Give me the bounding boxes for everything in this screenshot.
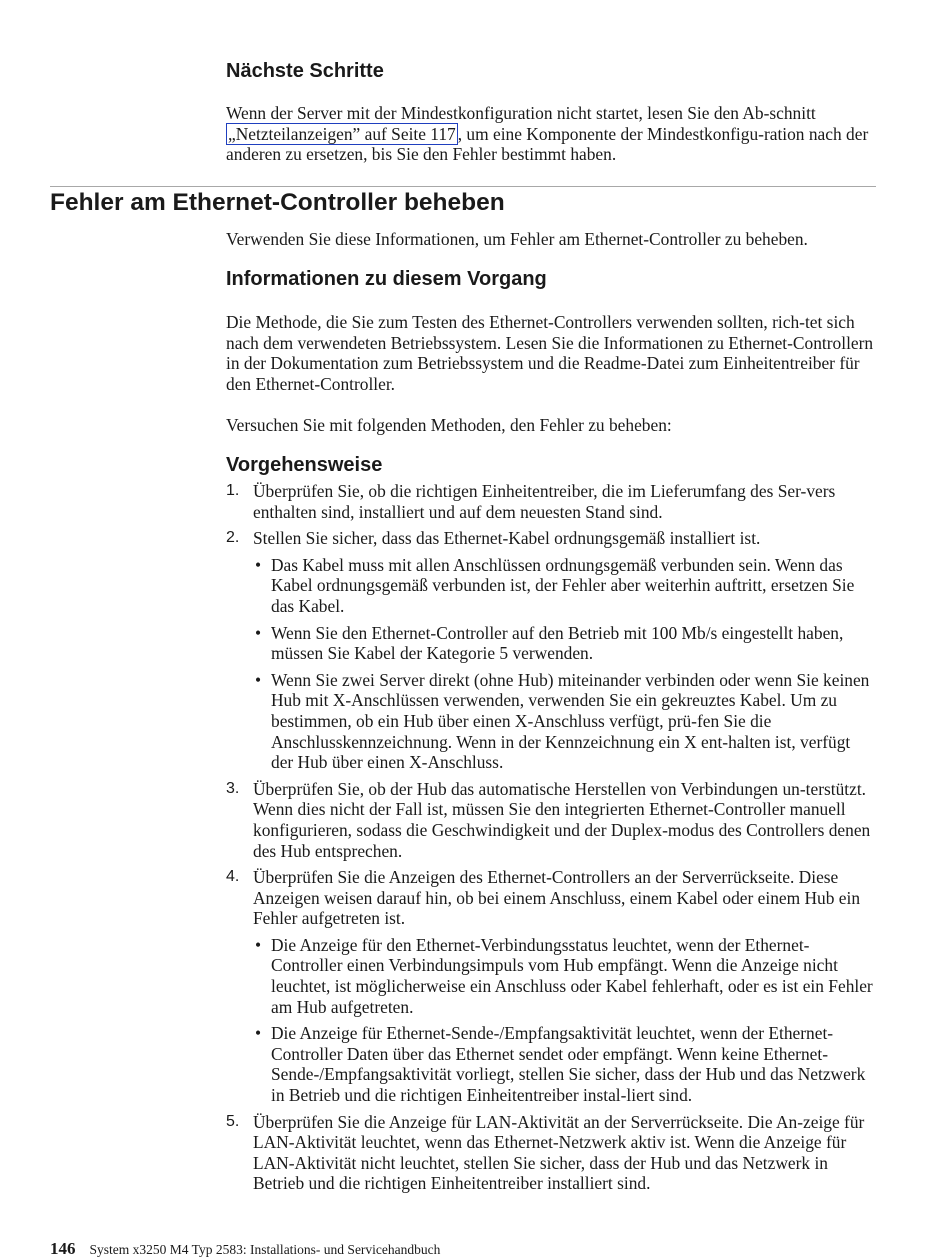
about-paragraph (226, 312, 876, 394)
bullet-text: Wenn Sie zwei Server direkt (ohne Hub) miteinander verbinden oder wenn Sie keinen Hub mit X-Anschlüssen verwenden, verwenden Sie ein gekreuztes Kabel. Um zu bestimmen, ob ein Hub über einen X-Anschluss verfügt, prü-fen Sie die Anschlusskennzeichnung. Wenn in der Kennzeichnung ein X ent-halten ist, verfügt der Hub über einen X-Anschluss. (271, 669, 870, 773)
step-text: Überprüfen Sie die Anzeigen des Ethernet-Controllers an der Serverrückseite. Diese Anzeigen weisen darauf hin, ob bei einem Anschluss, einem Kabel oder einem Hub ein Fehler aufgetreten ist. (253, 867, 861, 929)
next-steps-text-after: , um eine Komponente der Mindestkonfigu-ration nach der anderen zu ersetzen, bis Sie den Fehler bestimmt haben. (226, 123, 869, 165)
procedure-steps (226, 481, 876, 1200)
procedure-step (226, 867, 876, 1106)
step-number: 3. (226, 779, 240, 797)
bullet-marker: • (255, 669, 262, 690)
bullet-text: Das Kabel muss mit allen Anschlüssen ordnungsgemäß verbunden sein. Wenn das Kabel ordnungsgemäß verbunden ist, der Fehler aber weiterhin auftritt, ersetzen Sie das Kabel. (271, 554, 855, 616)
next-steps-heading: Nächste Schritte (226, 60, 384, 82)
section-divider (50, 186, 876, 187)
about-heading: Informationen zu diesem Vorgang (226, 268, 547, 290)
procedure-step (226, 1112, 876, 1194)
step-bullet-list (253, 555, 876, 773)
step-text: Stellen Sie sicher, dass das Ethernet-Kabel ordnungsgemäß installiert ist. (253, 528, 761, 549)
step-number: 5. (226, 1112, 240, 1130)
section-title: Fehler am Ethernet-Controller beheben (50, 189, 505, 216)
bullet-text: Wenn Sie den Ethernet-Controller auf den Betrieb mit 100 Mb/s eingestellt haben, müssen Sie Kabel der Kategorie 5 verwenden. (271, 622, 844, 664)
bullet-item (253, 670, 876, 773)
steps-list (226, 481, 876, 1194)
procedure-step (226, 481, 876, 522)
intro-text: Verwenden Sie diese Informationen, um Fehler am Ethernet-Controller zu beheben. (226, 229, 808, 249)
step-text: Überprüfen Sie, ob der Hub das automatische Herstellen von Verbindungen un-terstützt. Wenn dies nicht der Fall ist, müssen Sie den integrierten Ethernet-Controller manuell konfigurieren, sodass die Geschwindigkeit und der Duplex-modus des Controllers denen des Hub entsprechen. (253, 778, 871, 861)
intro-paragraph (226, 229, 876, 250)
procedure-step (226, 528, 876, 773)
page-number: 146 (50, 1239, 76, 1258)
next-steps-paragraph (226, 103, 876, 165)
bullet-item (253, 623, 876, 664)
bullet-item (253, 935, 876, 1017)
step-text: Überprüfen Sie, ob die richtigen Einheitentreiber, die im Lieferumfang des Ser-vers enthalten sind, installiert und auf dem neuesten Stand sind. (253, 481, 836, 522)
bullet-marker: • (255, 554, 262, 575)
procedure-heading: Vorgehensweise (226, 454, 383, 476)
page-footer (50, 1239, 440, 1259)
power-indicators-link[interactable]: „Netzteilanzeigen” auf Seite 117 (228, 123, 456, 144)
procedure-step (226, 779, 876, 861)
bullet-text: Die Anzeige für den Ethernet-Verbindungsstatus leuchtet, wenn der Ethernet-Controller einen Verbindungsimpuls vom Hub empfängt. Wenn die Anzeige nicht leuchtet, ist möglicherweise ein Anschluss oder Kabel fehlerhaft, oder es ist ein Fehler am Hub aufgetreten. (271, 934, 873, 1017)
try-paragraph (226, 415, 876, 436)
step-text: Überprüfen Sie die Anzeige für LAN-Aktivität an der Serverrückseite. Die An-zeige für LAN-Aktivität leuchtet, wenn das Ethernet-Netzwerk aktiv ist. Wenn die Anzeige für LAN-Aktivität nicht leuchtet, stellen Sie sicher, dass der Hub und das Netzwerk in Betrieb und die richtigen Einheitentreiber installiert sind. (253, 1111, 865, 1194)
bullet-item (253, 555, 876, 617)
bullet-item (253, 1023, 876, 1105)
step-number: 1. (226, 482, 240, 499)
footer-doc-title: System x3250 M4 Typ 2583: Installations- und Servicehandbuch (89, 1242, 441, 1257)
bullet-marker: • (255, 934, 262, 955)
step-number: 2. (226, 529, 240, 547)
next-steps-text-before: Wenn der Server mit der Mindestkonfiguration nicht startet, lesen Sie den Ab-schnitt (226, 103, 816, 123)
bullet-text: Die Anzeige für Ethernet-Sende-/Empfangsaktivität leuchtet, wenn der Ethernet-Controller Daten über das Ethernet sendet oder empfängt. Wenn keine Ethernet-Sende-/Empfangsaktivität vorliegt, stellen Sie sicher, dass der Hub und das Netzwerk in Betrieb und die richtigen Einheitentreiber instal-liert sind. (271, 1023, 866, 1106)
step-bullet-list (253, 935, 876, 1106)
try-text: Versuchen Sie mit folgenden Methoden, den Fehler zu beheben: (226, 415, 672, 435)
bullet-marker: • (255, 1023, 262, 1044)
about-text: Die Methode, die Sie zum Testen des Ethernet-Controllers verwenden sollten, rich-tet sich nach dem verwendeten Betriebssystem. Lesen Sie die Informationen zu Ethernet-Controllern in der Dokumentation zum Betriebssystem und die Readme-Datei zum Einheitentreiber für den Ethernet-Controller. (226, 312, 874, 394)
bullet-marker: • (255, 622, 262, 643)
step-number: 4. (226, 868, 240, 886)
